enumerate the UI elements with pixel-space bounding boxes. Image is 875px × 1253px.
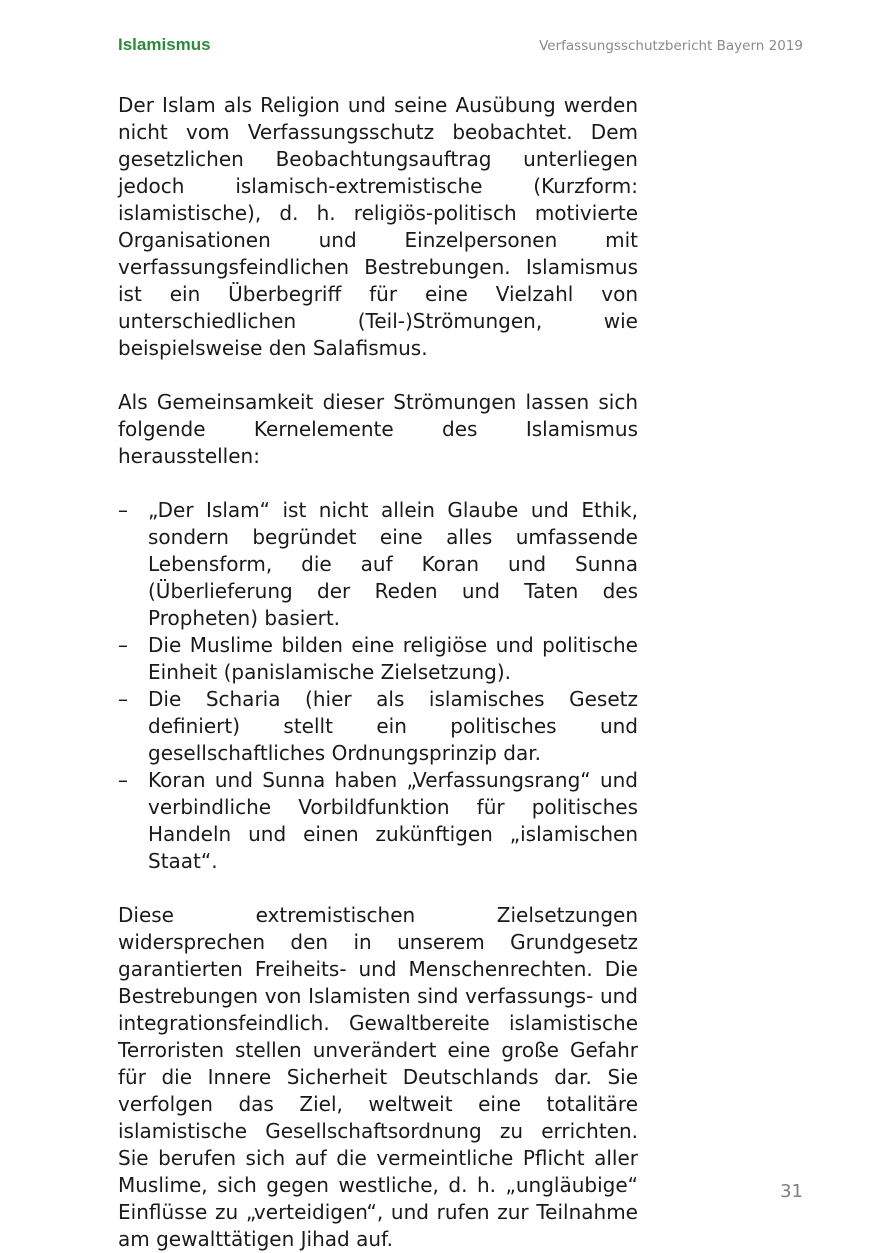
bullet-dash: – (118, 687, 128, 711)
document-title: Verfassungsschutzbericht Bayern 2019 (539, 38, 803, 54)
bullet-dash: – (118, 768, 128, 792)
bullet-dash: – (118, 633, 128, 657)
section-title: Islamismus (118, 35, 211, 54)
paragraph-intro: Der Islam als Religion und seine Ausübung werden nicht vom Verfassungsschutz beobachtet. Dem gesetzlichen Beobachtungsauftrag unterliegen jedoch islamisch-extremistische (Kurzform: islamistische), d. h. religiös-politisch motivierte Organisationen und Einzelpersonen mit verfassungsfeindlichen Bestrebungen. Islamismus ist ein Überbegriff für eine Vielzahl von unterschiedlichen (Teil-)Strömungen, wie beispielsweise den Salafismus. (118, 93, 638, 360)
list-item (118, 497, 638, 632)
page-number: 31 (780, 1181, 803, 1202)
core-elements-list (118, 497, 638, 875)
page-content (118, 92, 638, 1253)
list-item (118, 632, 638, 686)
list-item (118, 767, 638, 875)
list-item-text: „Der Islam“ ist nicht allein Glaube und Ethik, sondern begründet eine alles umfassende Lebensform, die auf Koran und Sunna (Überlieferung der Reden und Taten des Propheten) basiert. (148, 498, 638, 630)
list-item-text: Koran und Sunna haben „Verfassungsrang“ und verbindliche Vorbildfunktion für politisches Handeln und einen zukünftigen „islamischen Staat“. (148, 768, 638, 873)
list-item-text: Die Muslime bilden eine religiöse und politische Einheit (panislamische Zielsetzung). (148, 633, 638, 684)
list-item (118, 686, 638, 767)
paragraph-extremist-goals: Diese extremistischen Zielsetzungen widersprechen den in unserem Grundgesetz garantierten Freiheits- und Menschenrechten. Die Bestrebungen von Islamisten sind verfassungs- und integrationsfeindlich. Gewaltbereite islamistische Terroristen stellen unverändert eine große Gefahr für die Innere Sicherheit Deutschlands dar. Sie verfolgen das Ziel, weltweit eine totalitäre islamistische Gesellschaftsordnung zu errichten. Sie berufen sich auf die vermeintliche Pflicht aller Muslime, sich gegen westliche, d. h. „ungläubige“ Einflüsse zu „verteidigen“, und rufen zur Teilnahme am gewalttätigen Jihad auf. (118, 903, 638, 1251)
paragraph-core-elements: Als Gemeinsamkeit dieser Strömungen lassen sich folgende Kernelemente des Islamismus herausstellen: (118, 390, 638, 468)
list-item-text: Die Scharia (hier als islamisches Gesetz definiert) stellt ein politisches und gesellschaftliches Ordnungsprinzip dar. (148, 687, 638, 765)
bullet-dash: – (118, 498, 128, 522)
